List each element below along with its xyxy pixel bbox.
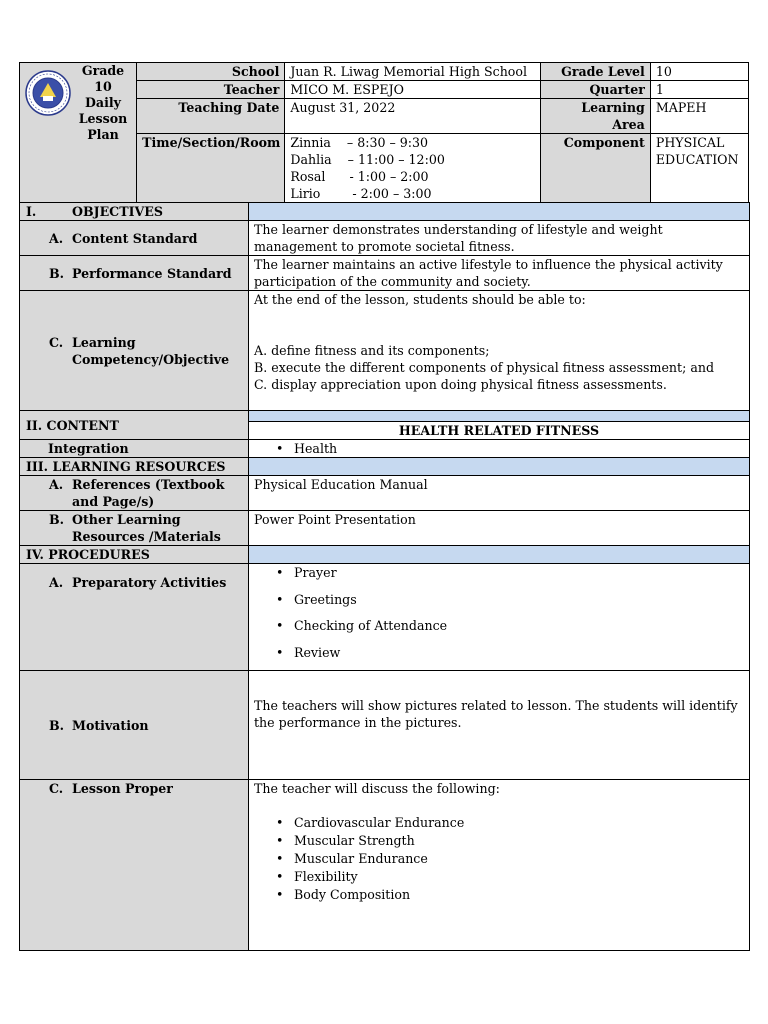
teaching-date-value: August 31, 2022 [285, 99, 540, 134]
integration-cell [249, 440, 750, 458]
lesson-item: • Cardiovascular Endurance [294, 814, 744, 832]
header-table [19, 62, 749, 203]
integration-item: • Health [294, 440, 744, 457]
other-resources-value: Power Point Presentation [249, 511, 750, 546]
school-value: Juan R. Liwag Memorial High School [285, 63, 540, 81]
content-standard-text: The learner demonstrates understanding of lifestyle and weight management to promote societal fitness. [249, 221, 750, 256]
lesson-intro: The teacher will discuss the following: [254, 781, 500, 797]
references-label: A. References (Textbook and Page/s) [20, 476, 249, 511]
preparatory-item: • Review [294, 644, 744, 661]
motivation-label: B. Motivation [20, 671, 249, 780]
schedule-line: Zinnia – 8:30 – 9:30 [290, 135, 429, 150]
preparatory-item: • Greetings [294, 591, 744, 608]
school-label: School [137, 63, 285, 81]
lesson-proper-cell [249, 780, 750, 951]
learning-area-value: MAPEH [650, 99, 748, 134]
grade-level-value: 10 [650, 63, 748, 81]
references-value: Physical Education Manual [249, 476, 750, 511]
learning-resources-bar [249, 458, 750, 476]
content-heading: II. CONTENT [20, 411, 249, 440]
content-value: HEALTH RELATED FITNESS [398, 423, 600, 438]
lesson-item: • Flexibility [294, 868, 744, 886]
content-standard-label: A. Content Standard [20, 221, 249, 256]
lesson-plan-table [19, 202, 750, 951]
competency-item: B. execute the different components of physical fitness assessment; and [254, 360, 715, 375]
schedule-line: Dahlia – 11:00 – 12:00 [290, 152, 445, 167]
performance-standard-text: The learner maintains an active lifestyle to influence the physical activity participation of the community and society. [249, 256, 750, 291]
motivation-text: The teachers will show pictures related to lesson. The students will identify the performance in the pictures. [249, 671, 750, 780]
lesson-proper-label: C. Lesson Proper [20, 780, 249, 951]
content-value-cell [249, 411, 750, 440]
teacher-label: Teacher [137, 81, 285, 99]
grade-level-label: Grade Level [540, 63, 650, 81]
procedures-bar [249, 546, 750, 564]
schedule-line: Rosal - 1:00 – 2:00 [290, 169, 429, 184]
time-section-room-label: Time/Section/Room [137, 134, 285, 203]
preparatory-activities-label: A. Preparatory Activities [20, 564, 249, 671]
quarter-label: Quarter [540, 81, 650, 99]
lesson-item: • Muscular Endurance [294, 850, 744, 868]
lesson-item: • Body Composition [294, 886, 744, 904]
procedures-heading: IV. PROCEDURES [20, 546, 249, 564]
component-value: PHYSICAL EDUCATION [650, 134, 748, 203]
preparatory-item: • Checking of Attendance [294, 617, 744, 634]
preparatory-activities-cell [249, 564, 750, 671]
preparatory-item: • Prayer [294, 564, 744, 581]
quarter-value: 1 [650, 81, 748, 99]
schedule-line: Lirio - 2:00 – 3:00 [290, 186, 432, 201]
objectives-heading: I. OBJECTIVES [20, 203, 249, 221]
other-resources-label: B. Other Learning Resources /Materials [20, 511, 249, 546]
competency-item: A. define fitness and its components; [254, 343, 490, 358]
teaching-date-label: Teaching Date [137, 99, 285, 134]
component-label: Component [540, 134, 650, 203]
learning-area-label: Learning Area [540, 99, 650, 134]
grade-lesson-plan-label: Grade 10 Daily Lesson Plan [78, 63, 128, 142]
learning-competency-label: C. Learning Competency/Objective [20, 291, 249, 411]
logo-cell [20, 63, 137, 203]
performance-standard-label: B. Performance Standard [20, 256, 249, 291]
learning-resources-heading: III. LEARNING RESOURCES [20, 458, 249, 476]
competency-intro: At the end of the lesson, students should be able to: [254, 292, 586, 307]
deped-seal-icon [24, 69, 72, 117]
objectives-bar [249, 203, 750, 221]
learning-competency-cell [249, 291, 750, 411]
lesson-item: • Muscular Strength [294, 832, 744, 850]
competency-item: C. display appreciation upon doing physical fitness assessments. [254, 377, 667, 392]
teacher-value: MICO M. ESPEJO [285, 81, 540, 99]
integration-label: Integration [20, 440, 249, 458]
schedule-cell [285, 134, 540, 203]
